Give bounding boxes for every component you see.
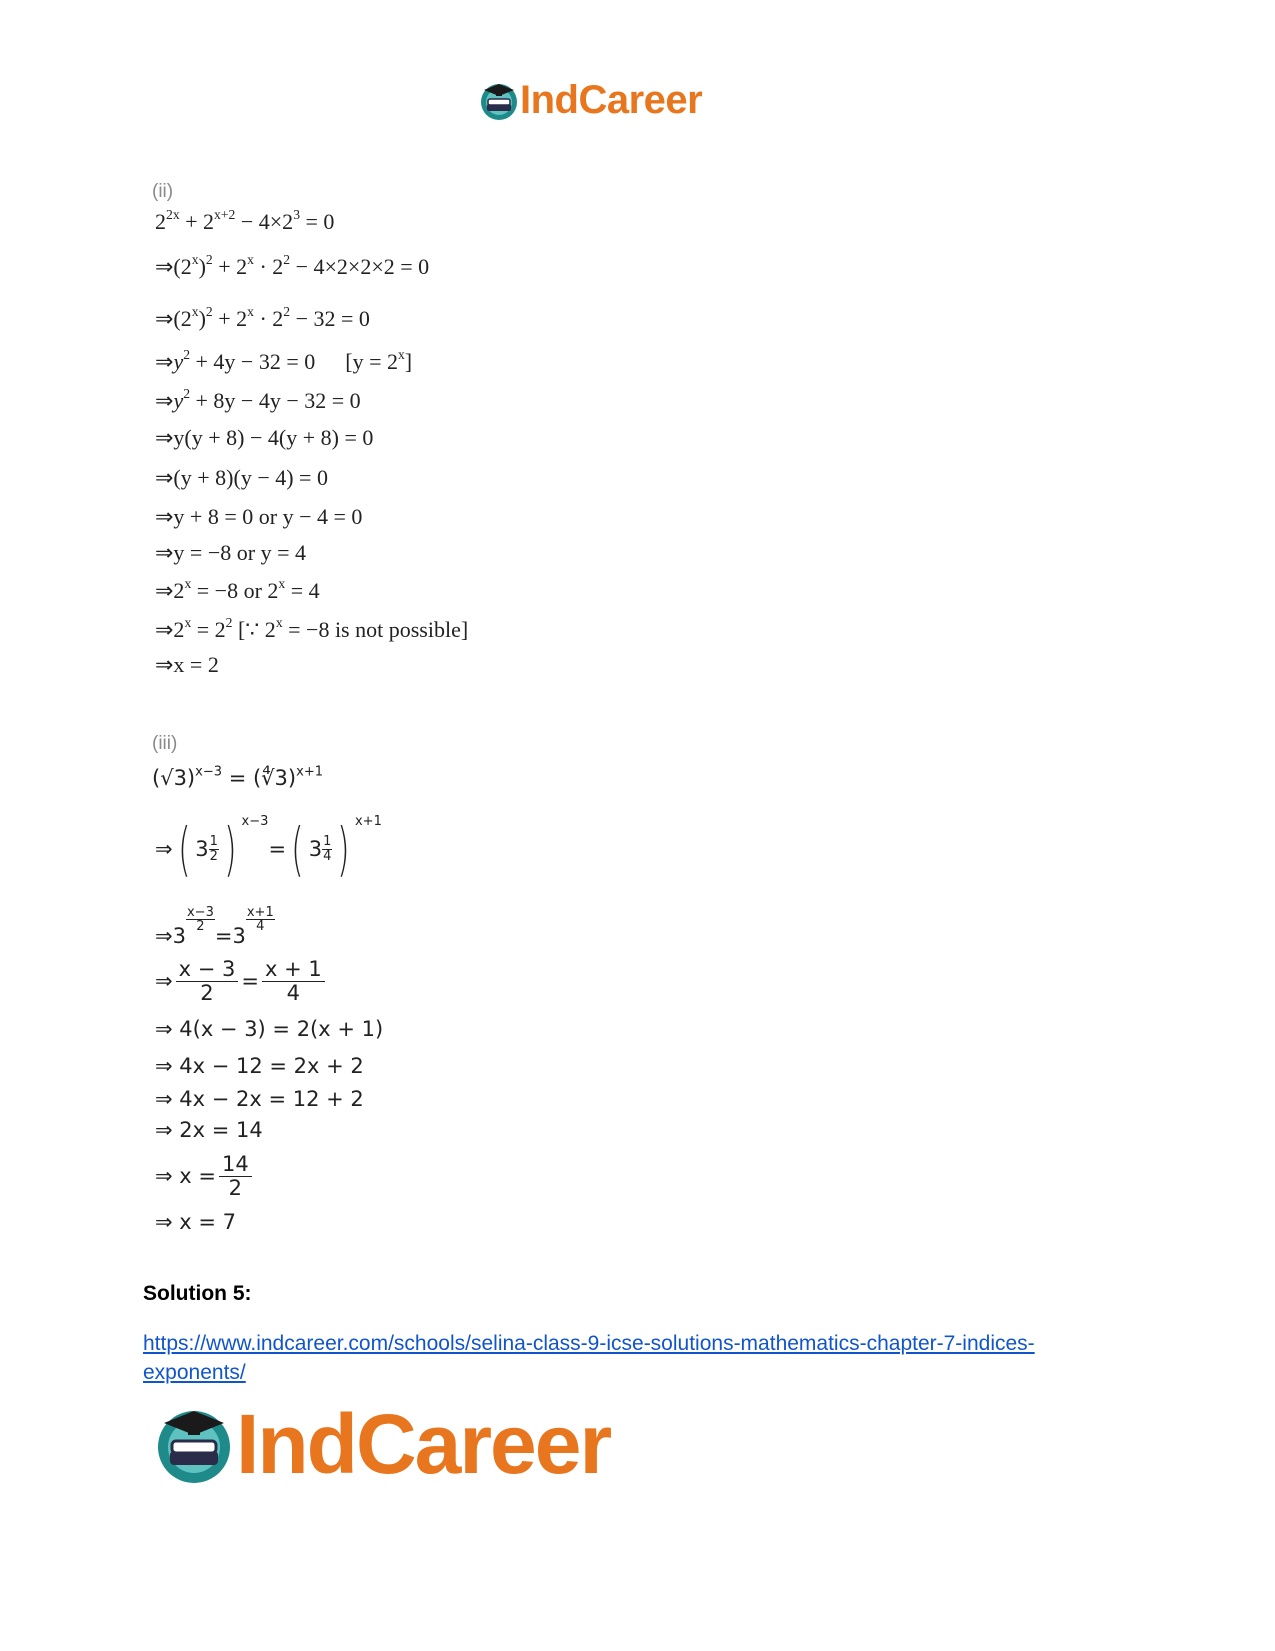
equation-text: ⇒(2 — [155, 254, 192, 279]
equation-line — [155, 304, 370, 331]
exponent: x+1 — [296, 764, 324, 780]
equation-line: ⇒x = 2 — [155, 652, 219, 677]
equation-text: = −8 is not possible] — [282, 617, 469, 642]
graduation-book-icon — [152, 1403, 236, 1487]
logo-text: IndCareer — [520, 78, 703, 122]
equation-text: · 2 — [253, 254, 284, 279]
exponent: x — [191, 252, 199, 268]
equation-text: = 0 — [300, 209, 335, 234]
equation-text: (√3) — [152, 766, 196, 790]
header-logo — [478, 78, 702, 123]
exponent: 2 — [283, 252, 291, 268]
equation-text: = 4 — [285, 578, 320, 603]
equation-text: − 4×2 — [235, 209, 294, 234]
exponent: 2 — [205, 304, 213, 320]
equation-line — [155, 252, 430, 279]
exponent: x — [247, 252, 254, 268]
exponent: 2 — [183, 386, 191, 402]
equation-text: ⇒ x = — [155, 1164, 216, 1189]
base: 3 — [308, 836, 323, 861]
equation-text: − 32 = 0 — [290, 306, 370, 331]
equation-text: + 4y − 32 = 0 — [190, 349, 316, 374]
equation-text: = — [268, 836, 287, 861]
equation-line: ⇒y(y + 8) − 4(y + 8) = 0 — [155, 425, 374, 450]
equation-line — [155, 906, 275, 947]
variable: y — [173, 349, 184, 374]
fraction-exponent: x+1 4 — [246, 905, 274, 935]
base: 3 — [195, 836, 209, 861]
part-label-ii: (ii) — [152, 181, 174, 202]
variable: y — [173, 388, 184, 413]
equation-text: · 2 — [253, 306, 284, 331]
equation-line: ⇒y + 8 = 0 or y − 4 = 0 — [155, 504, 363, 529]
footer-logo — [152, 1396, 610, 1493]
implies-arrow: ⇒ — [155, 969, 173, 994]
logo-text: IndCareer — [236, 1397, 611, 1491]
fraction: $\frac{14}{2}$ — [219, 1153, 252, 1200]
exponent: 2 — [283, 304, 291, 320]
exponent: 2 — [183, 347, 191, 363]
fraction: $\frac{x + 1}{4}$ — [262, 958, 325, 1005]
equation-text: ] — [404, 349, 413, 374]
solutions-link[interactable]: https://www.indcareer.com/schools/selina-class-9-icse-solutions-mathematics-chapter-7-indices-exponents/ — [143, 1332, 1035, 1384]
exponent: x−3 — [195, 764, 223, 780]
equation-line — [155, 1153, 255, 1200]
equation-text: ) — [198, 306, 206, 331]
equation-text: − 4×2×2×2 = 0 — [290, 254, 430, 279]
exponent: x — [184, 615, 192, 631]
fraction-exponent: 1 4 — [323, 834, 332, 864]
base: 3 — [172, 924, 186, 949]
equation-line — [152, 764, 324, 790]
equation-text: + 2 — [212, 254, 248, 279]
exponent: 3 — [293, 207, 300, 223]
equation-line: ⇒ 4x − 12 = 2x + 2 — [155, 1054, 364, 1078]
equation-line: ⇒ x = 7 — [155, 1210, 237, 1234]
equation-text: ⇒ — [155, 349, 174, 374]
equation-text: ⇒(2 — [155, 306, 192, 331]
equation-line — [155, 347, 413, 374]
exponent: x — [278, 576, 286, 592]
exponent: 2 — [205, 252, 213, 268]
equation-line — [155, 576, 320, 603]
exponent: x — [191, 304, 199, 320]
equation-text: = — [241, 969, 259, 994]
equation-line: ⇒ 4x − 2x = 12 + 2 — [155, 1087, 364, 1111]
equation-text: ⇒ — [155, 388, 174, 413]
exponent: 2x — [166, 207, 180, 223]
equation-line: ⇒ ( 3 1 2 ) x−3 = ( 3 1 4 ) x+1 — [155, 814, 382, 883]
base: 3 — [232, 924, 246, 949]
exponent: x — [247, 304, 254, 320]
exponent: x — [397, 347, 405, 363]
fraction-exponent: $\frac{x-3}{2}$ — [186, 905, 214, 935]
equation-text: = 2 — [191, 617, 226, 642]
equation-text: = −8 or 2 — [191, 578, 279, 603]
graduation-book-icon — [478, 80, 520, 122]
exponent: x — [184, 576, 192, 592]
equation-text: = — [214, 924, 233, 949]
equation-text: ⇒2 — [155, 578, 185, 603]
exponent: 2 — [225, 615, 233, 631]
implies-arrow: ⇒ — [155, 836, 173, 861]
equation-line: ⇒ 4(x − 3) = 2(x + 1) — [155, 1017, 384, 1041]
equation-note: [y = 2 — [345, 349, 398, 374]
exponent: x+2 — [214, 207, 236, 223]
equation-text: + 8y − 4y − 32 = 0 — [190, 388, 361, 413]
equation-text: (∜3) — [252, 766, 297, 790]
equation-text: ⇒2 — [155, 617, 185, 642]
equation-line: ⇒(y + 8)(y − 4) = 0 — [155, 465, 328, 490]
equation-line: ⇒y = −8 or y = 4 — [155, 540, 306, 565]
equation-text: [∵ 2 — [232, 617, 276, 642]
fraction: $\frac{x - 3}{2}$ — [176, 958, 239, 1005]
equation-line — [155, 615, 469, 642]
fraction-exponent: 1 2 — [209, 834, 218, 864]
part-label-iii: (iii) — [152, 733, 178, 754]
solution-heading: Solution 5: — [143, 1282, 252, 1305]
equation-text: = — [222, 766, 253, 790]
equation-line: ⇒ 2x = 14 — [155, 1118, 263, 1142]
equation-line — [155, 386, 361, 413]
equation-text: ) — [198, 254, 206, 279]
implies-arrow: ⇒ — [155, 924, 173, 949]
equation-line — [155, 958, 328, 1005]
equation-line: $2^{2x} + 2^{x+2} - 4\times 2^3 = 0$ — [155, 207, 335, 234]
exponent: x — [275, 615, 283, 631]
equation-text: + 2 — [212, 306, 248, 331]
